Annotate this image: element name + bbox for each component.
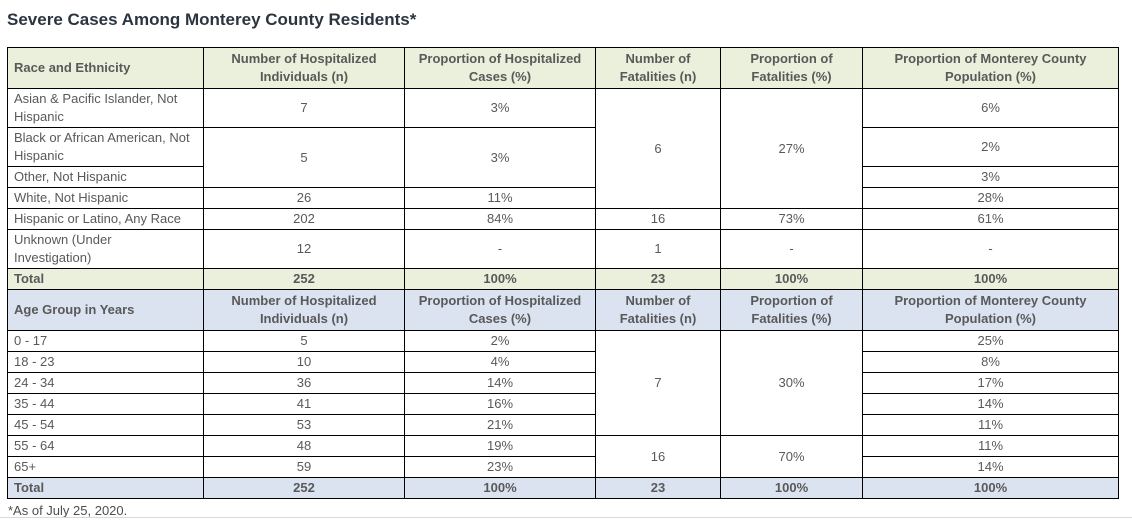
hospitalized-n-cell: 41 (204, 394, 405, 415)
hospitalized-n-cell: 202 (204, 209, 405, 230)
population-pct-cell: 8% (863, 352, 1119, 373)
hospitalized-pct-cell: 100% (405, 478, 596, 499)
column-header-race-ethnicity: Race and Ethnicity (8, 48, 204, 89)
hospitalized-pct-cell: 23% (405, 457, 596, 478)
table-row (8, 394, 1119, 415)
fatalities-pct-cell: 70% (721, 436, 863, 478)
hospitalized-pct-cell: 84% (405, 209, 596, 230)
column-header-fatalities-n: Number of Fatalities (n) (596, 290, 721, 331)
population-pct-cell: 6% (863, 89, 1119, 128)
table-row (8, 436, 1119, 457)
hospitalized-n-cell: 5 (204, 128, 405, 188)
race-section (8, 48, 1119, 290)
fatalities-n-cell: 23 (596, 269, 721, 290)
table-row (8, 128, 1119, 167)
row-label-cell: 0 - 17 (8, 331, 204, 352)
hospitalized-n-cell: 5 (204, 331, 405, 352)
hospitalized-n-cell: 7 (204, 89, 405, 128)
total-label-cell: Total (8, 269, 204, 290)
hospitalized-n-cell: 36 (204, 373, 405, 394)
hospitalized-pct-cell: 16% (405, 394, 596, 415)
column-header-hospitalized-pct: Proportion of Hospitalized Cases (%) (405, 48, 596, 89)
page-title: Severe Cases Among Monterey County Residents* (7, 10, 417, 29)
footnote: *As of July 25, 2020. (8, 503, 128, 518)
fatalities-pct-cell: 27% (721, 89, 863, 209)
column-header-hospitalized-n: Number of Hospitalized Individuals (n) (204, 48, 405, 89)
row-label-cell: 55 - 64 (8, 436, 204, 457)
row-label-cell: 24 - 34 (8, 373, 204, 394)
hospitalized-n-cell: 252 (204, 269, 405, 290)
row-label-cell: Black or African American, Not Hispanic (8, 128, 204, 167)
row-label-cell: Other, Not Hispanic (8, 167, 204, 188)
column-header-fatalities-pct: Proportion of Fatalities (%) (721, 290, 863, 331)
fatalities-pct-cell: 73% (721, 209, 863, 230)
hospitalized-pct-cell: 2% (405, 331, 596, 352)
population-pct-cell: 61% (863, 209, 1119, 230)
table-row (8, 352, 1119, 373)
population-pct-cell: 25% (863, 331, 1119, 352)
table-row (8, 373, 1119, 394)
population-pct-cell: 17% (863, 373, 1119, 394)
hospitalized-n-cell: 48 (204, 436, 405, 457)
fatalities-n-cell: 1 (596, 230, 721, 269)
column-header-hospitalized-pct: Proportion of Hospitalized Cases (%) (405, 290, 596, 331)
row-label-cell: 35 - 44 (8, 394, 204, 415)
table-row (8, 89, 1119, 128)
table-row (8, 331, 1119, 352)
table-row (8, 415, 1119, 436)
row-label-cell: 45 - 54 (8, 415, 204, 436)
hospitalized-pct-cell: 11% (405, 188, 596, 209)
population-pct-cell: 100% (863, 269, 1119, 290)
race-total-row (8, 269, 1119, 290)
population-pct-cell: 28% (863, 188, 1119, 209)
hospitalized-n-cell: 26 (204, 188, 405, 209)
hospitalized-n-cell: 53 (204, 415, 405, 436)
fatalities-pct-cell: 30% (721, 331, 863, 436)
race-header-row (8, 48, 1119, 89)
hospitalized-pct-cell: 3% (405, 128, 596, 188)
population-pct-cell: 11% (863, 436, 1119, 457)
hospitalized-pct-cell: - (405, 230, 596, 269)
hospitalized-pct-cell: 100% (405, 269, 596, 290)
table-row (8, 188, 1119, 209)
age-section (8, 290, 1119, 499)
row-label-cell: 18 - 23 (8, 352, 204, 373)
population-pct-cell: - (863, 230, 1119, 269)
population-pct-cell: 11% (863, 415, 1119, 436)
row-label-text: Unknown (Under Investigation) (14, 232, 112, 265)
population-pct-cell: 14% (863, 394, 1119, 415)
fatalities-pct-cell: 100% (721, 478, 863, 499)
table-row (8, 209, 1119, 230)
fatalities-n-cell: 6 (596, 89, 721, 209)
column-header-hospitalized-n: Number of Hospitalized Individuals (n) (204, 290, 405, 331)
hospitalized-pct-cell: 21% (405, 415, 596, 436)
fatalities-pct-cell: 100% (721, 269, 863, 290)
population-pct-cell: 2% (863, 128, 1119, 167)
age-total-row (8, 478, 1119, 499)
fatalities-n-cell: 7 (596, 331, 721, 436)
hospitalized-pct-cell: 19% (405, 436, 596, 457)
fatalities-n-cell: 16 (596, 209, 721, 230)
population-pct-cell: 3% (863, 167, 1119, 188)
column-header-population-pct: Proportion of Monterey County Population (%) (863, 48, 1119, 89)
hospitalized-n-cell: 252 (204, 478, 405, 499)
row-label-cell: Hispanic or Latino, Any Race (8, 209, 204, 230)
age-header-row (8, 290, 1119, 331)
column-header-fatalities-n: Number of Fatalities (n) (596, 48, 721, 89)
hospitalized-pct-cell: 3% (405, 89, 596, 128)
column-header-fatalities-pct: Proportion of Fatalities (%) (721, 48, 863, 89)
fatalities-n-cell: 16 (596, 436, 721, 478)
fatalities-n-cell: 23 (596, 478, 721, 499)
severe-cases-table (7, 47, 1119, 499)
population-pct-cell: 14% (863, 457, 1119, 478)
hospitalized-n-cell: 12 (204, 230, 405, 269)
hospitalized-n-cell: 59 (204, 457, 405, 478)
hospitalized-n-cell: 10 (204, 352, 405, 373)
hospitalized-pct-cell: 4% (405, 352, 596, 373)
bottom-divider (0, 517, 1132, 518)
hospitalized-pct-cell: 14% (405, 373, 596, 394)
table-row (8, 230, 1119, 269)
fatalities-pct-cell: - (721, 230, 863, 269)
row-label-cell (8, 230, 204, 269)
population-pct-cell: 100% (863, 478, 1119, 499)
column-header-age-group: Age Group in Years (8, 290, 204, 331)
row-label-cell: White, Not Hispanic (8, 188, 204, 209)
row-label-cell: 65+ (8, 457, 204, 478)
column-header-population-pct: Proportion of Monterey County Population (%) (863, 290, 1119, 331)
total-label-cell: Total (8, 478, 204, 499)
row-label-cell: Asian & Pacific Islander, Not Hispanic (8, 89, 204, 128)
table-row (8, 457, 1119, 478)
